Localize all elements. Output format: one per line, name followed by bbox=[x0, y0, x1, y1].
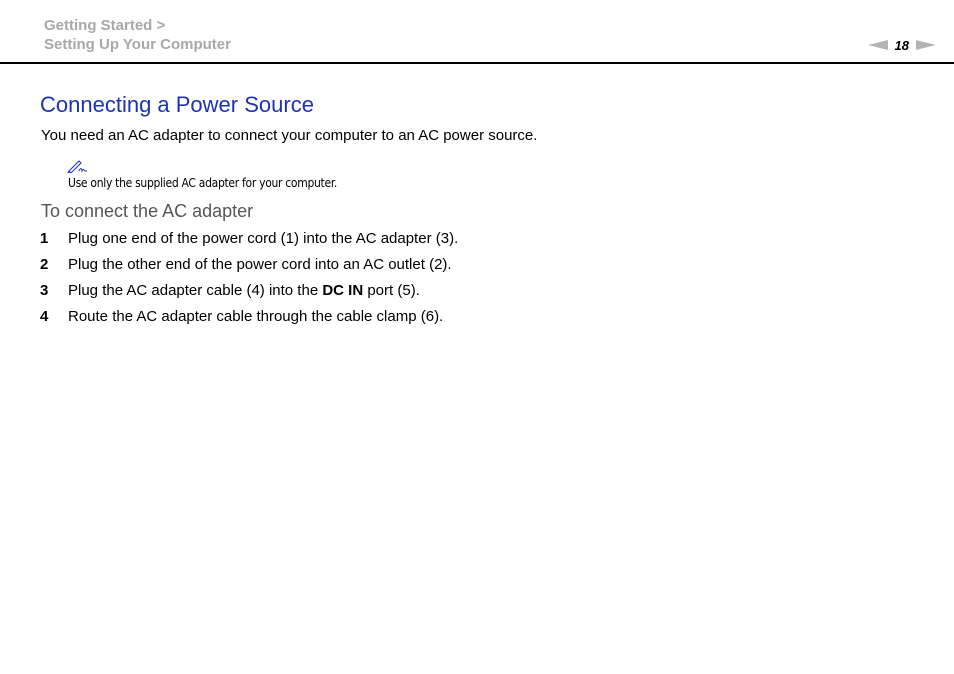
step-number: 2 bbox=[40, 256, 49, 273]
breadcrumb-parent[interactable]: Getting Started > bbox=[44, 17, 166, 34]
list-item bbox=[40, 308, 458, 334]
procedure-steps bbox=[40, 230, 458, 334]
page-navigation bbox=[868, 36, 936, 54]
step-text: Plug one end of the power cord (1) into the AC adapter (3). bbox=[68, 230, 459, 247]
triangle-left-icon[interactable] bbox=[868, 40, 888, 50]
step-text bbox=[68, 282, 420, 308]
list-item bbox=[40, 230, 458, 256]
list-item bbox=[40, 282, 458, 308]
procedure-heading: To connect the AC adapter bbox=[41, 201, 254, 221]
step-text-after: port (5). bbox=[363, 282, 420, 299]
section-title: Connecting a Power Source bbox=[40, 92, 314, 117]
header-divider bbox=[0, 62, 954, 64]
step-text: Plug the other end of the power cord into an AC outlet (2). bbox=[68, 256, 452, 273]
step-number: 3 bbox=[40, 282, 49, 299]
step-text-before: Plug the AC adapter cable (4) into the bbox=[68, 282, 323, 299]
pencil-note-icon bbox=[67, 159, 89, 173]
note-text: Use only the supplied AC adapter for your computer. bbox=[68, 176, 337, 190]
step-number: 4 bbox=[40, 308, 49, 325]
step-number: 1 bbox=[40, 230, 49, 247]
intro-paragraph: You need an AC adapter to connect your computer to an AC power source. bbox=[41, 127, 538, 144]
step-text: Route the AC adapter cable through the cable clamp (6). bbox=[68, 308, 444, 325]
list-item bbox=[40, 256, 458, 282]
dc-in-port-label: DC IN bbox=[322, 282, 364, 299]
breadcrumb-current: Setting Up Your Computer bbox=[44, 36, 231, 53]
breadcrumb bbox=[44, 16, 231, 54]
page-number: 18 bbox=[894, 37, 909, 53]
triangle-right-icon[interactable] bbox=[916, 40, 936, 50]
